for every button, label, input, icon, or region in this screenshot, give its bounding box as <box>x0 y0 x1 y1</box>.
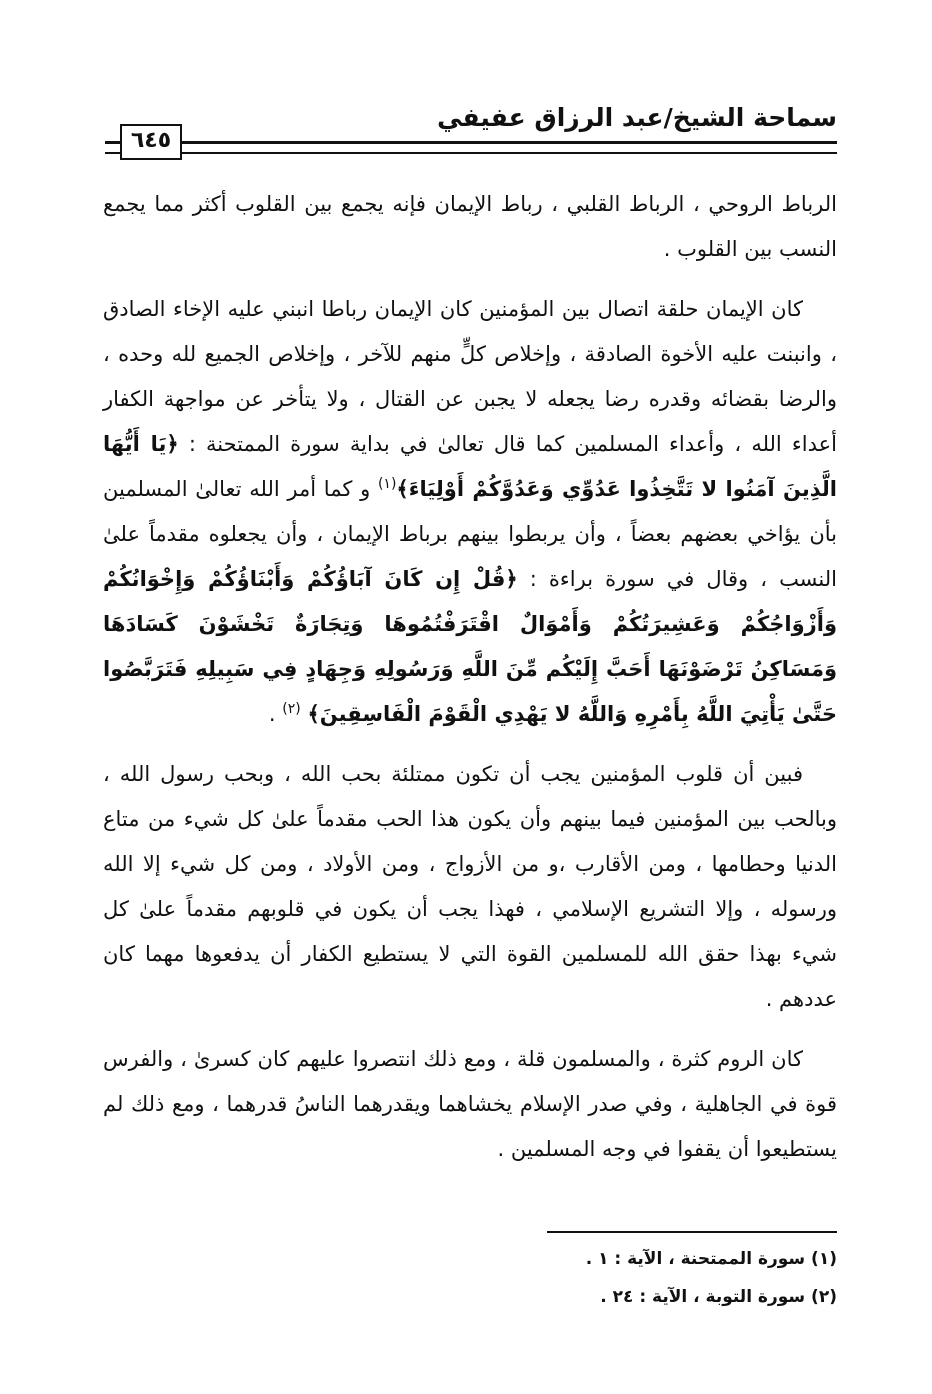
header-double-rule <box>105 141 837 154</box>
paragraph-2 <box>103 287 837 737</box>
paragraph-3: فبين أن قلوب المؤمنين يجب أن تكون ممتلئة بحب الله ، وبحب رسول الله ، وبالحب بين المؤمنين فيما بينهم وأن يكون هذا الحب مقدماً علىٰ كل شيء من متاع الدنيا وحطامها ، ومن الأقارب ،و من الأزواج ، ومن الأولاد ، ومن كل شيء إلا الله ورسوله ، وإلا التشريع الإسلامي ، فهذا يجب أن يكون في قلوبهم مقدماً علىٰ كل شيء بهذا حقق الله للمسلمين القوة التي لا يستطيع الكفار أن يدفعوها مهما كان عددهم . <box>103 762 837 1011</box>
paragraph-4: كان الروم كثرة ، والمسلمون قلة ، ومع ذلك انتصروا عليهم كان كسرىٰ ، والفرس قوة في الجاهلية ، وفي صدر الإسلام يخشاهما ويقدرهما الناسُ قدرهما ، ومع ذلك لم يستطيعوا أن يقفوا في وجه المسلمين . <box>103 1047 837 1161</box>
footnotes <box>103 1240 837 1316</box>
quran-verse-tawbah: ﴿قُلْ إِن كَانَ آبَاؤُكُمْ وَأَبْنَاؤُكُمْ وَإِخْوَانُكُمْ وَأَزْوَاجُكُمْ وَعَشِيرَتُكُمْ وَأَمْوَالٌ اقْتَرَفْتُمُوهَا وَتِجَارَةٌ تَخْشَوْنَ كَسَادَهَا وَمَسَاكِنُ تَرْضَوْنَهَا أَحَبَّ إِلَيْكُم مِّنَ اللَّهِ وَرَسُولِهِ وَجِهَادٍ فِي سَبِيلِهِ فَتَرَبَّصُوا حَتَّىٰ يَأْتِيَ اللَّهُ بِأَمْرِهِ وَاللَّهُ لا يَهْدِي الْقَوْمَ الْفَاسِقِينَ﴾ <box>103 567 837 726</box>
footnote-ref-2: (٢) <box>282 701 301 717</box>
paragraph-2-text-a: كان الإيمان حلقة اتصال بين المؤمنين كان الإيمان رباطا انبني عليه الإخاء الصادق ، وانبنت عليه الأخوة الصادقة ، وإخلاص كلٍّ منهم للآخر ، وإخلاص الجميع لله وحده ، والرضا بقضائه وقدره رضا يجعله لا يجبن عن القتال ، ولا يتأخر عن مواجهة الكفار أعداء الله ، وأعداء المسلمين كما قال تعالىٰ في بداية سورة الممتحنة : <box>103 297 837 456</box>
quran-verse-mumtahanah: ﴿يَا أَيُّهَا الَّذِينَ آمَنُوا لا تَتَّخِذُوا عَدُوِّي وَعَدُوَّكُمْ أَوْلِيَاءَ﴾ <box>103 432 837 501</box>
footnote-separator <box>547 1231 837 1233</box>
paragraph-2-text-c: . <box>268 702 283 726</box>
main-text <box>103 182 837 1187</box>
footnote-2: (٢) سورة التوبة ، الآية : ٢٤ . <box>600 1287 837 1307</box>
paragraph-2-text-b: و كما أمر الله تعالىٰ المسلمين بأن يؤاخي بعضهم بعضاً ، وأن يربطوا بينهم برباط الإيمان ، وأن يجعلوه مقدماً علىٰ النسب ، وقال في سورة براءة : <box>103 477 837 591</box>
footnote-1: (١) سورة الممتحنة ، الآية : ١ . <box>585 1249 837 1269</box>
page-number: ٦٤٥ <box>120 124 182 160</box>
footnote-ref-1: (١) <box>377 476 397 492</box>
running-title: سماحة الشيخ/عبد الرزاق عفيفي <box>437 103 837 132</box>
paragraph-1: الرباط الروحي ، الرباط القلبي ، رباط الإيمان فإنه يجمع بين القلوب أكثر مما يجمع النسب بين القلوب . <box>103 192 837 261</box>
